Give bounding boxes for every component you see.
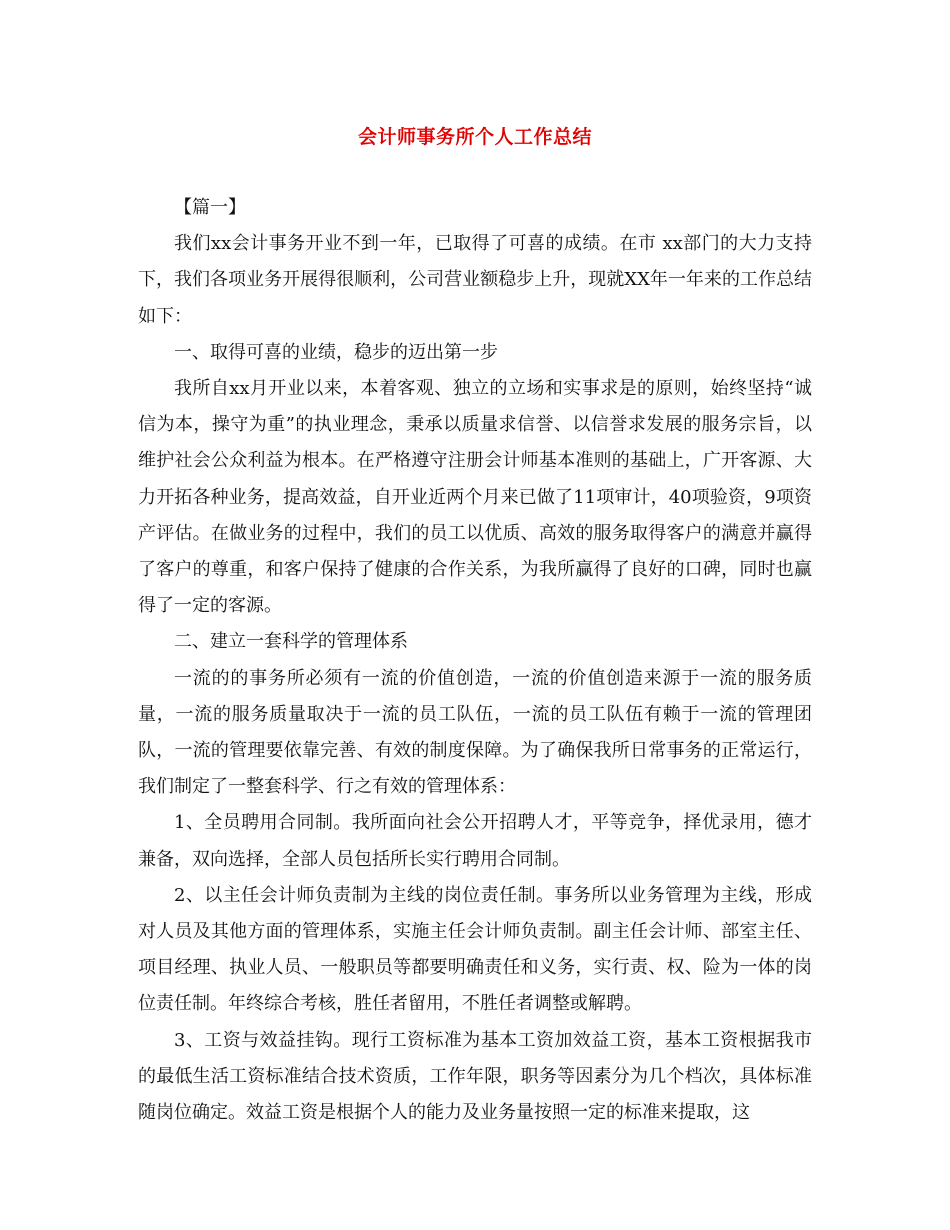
section-label: 【篇一】: [174, 197, 246, 218]
list-item-salary-system: 3、工资与效益挂钩。现行工资标准为基本工资加效益工资，基本工资根据我市的最低生活工资标准结合技术资质，工作年限，职务等因素分为几个档次，具体标准随岗位确定。效益工资是根据个人的能力及业务量按照一定的标准来提取，这: [138, 1029, 812, 1124]
document-title: 会计师事务所个人工作总结: [357, 126, 592, 148]
heading-achievements: 一、取得可喜的业绩，稳步的迈出第一步: [174, 341, 498, 363]
document-body: [138, 190, 812, 1131]
list-item-contract-system: 1、全员聘用合同制。我所面向社会公开招聘人才，平等竞争，择优录用，德才兼备，双向选择，全部人员包括所长实行聘用合同制。: [138, 812, 812, 870]
heading-management-system: 二、建立一套科学的管理体系: [174, 631, 408, 653]
paragraph-achievements: 我所自xx月开业以来，本着客观、独立的立场和实事求是的原则，始终坚持“诚信为本，操守为重”的执业理念，秉承以质量求信誉、以信誉求发展的服务宗旨，以维护社会公众利益为根本。在严格遵守注册会计师基本准则的基础上，广开客源、大力开拓各种业务，提高效益，自开业近两个月来已做了11项审计，40项验资，9项资产评估。在做业务的过程中，我们的员工以优质、高效的服务取得客户的满意并赢得了客户的尊重，和客户保持了健康的合作关系，为我所赢得了良好的口碑，同时也赢得了一定的客源。: [138, 378, 812, 617]
paragraph-management-system: 一流的的事务所必须有一流的价值创造，一流的价值创造来源于一流的服务质量，一流的服务质量取决于一流的员工队伍，一流的员工队伍有赖于一流的管理团队，一流的管理要依靠完善、有效的制度保障。为了确保我所日常事务的正常运行，我们制定了一整套科学、行之有效的管理体系：: [138, 667, 812, 798]
list-item-responsibility-system: 2、以主任会计师负责制为主线的岗位责任制。事务所以业务管理为主线，形成对人员及其他方面的管理体系，实施主任会计师负责制。副主任会计师、部室主任、项目经理、执业人员、一般职员等都要明确责任和义务，实行责、权、险为一体的岗位责任制。年终综合考核，胜任者留用，不胜任者调整或解聘。: [138, 884, 812, 1015]
paragraph-intro: 我们xx会计事务开业不到一年，已取得了可喜的成绩。在市 xx部门的大力支持下，我们各项业务开展得很顺利，公司营业额稳步上升，现就XX年一年来的工作总结如下：: [138, 233, 812, 327]
